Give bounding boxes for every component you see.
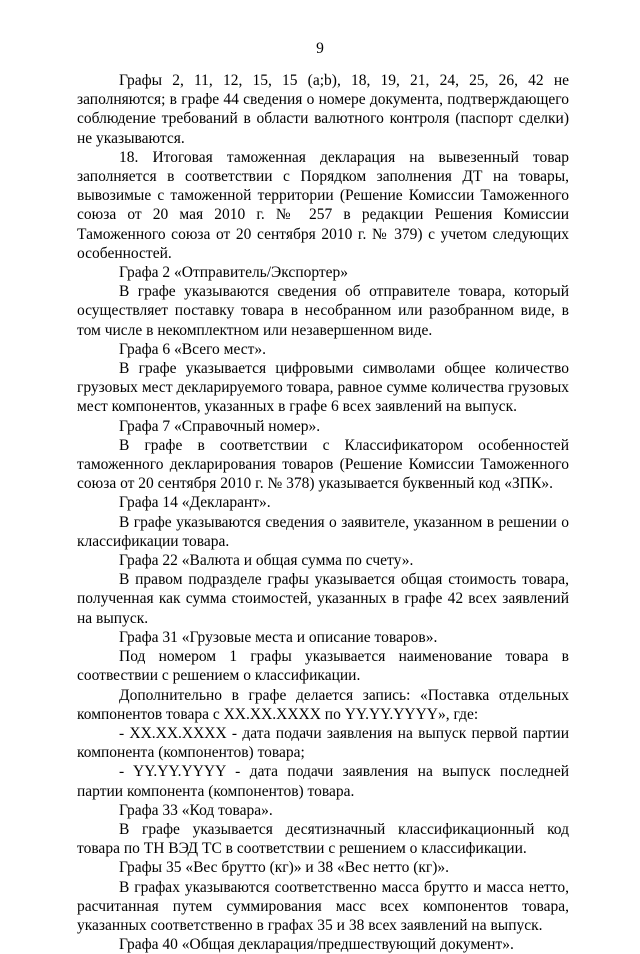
paragraph: - YY.YY.YYYY - дата подачи заявления на выпуск последней партии компонента (компонентов) товара. (77, 763, 569, 800)
paragraph: Графа 22 «Валюта и общая сумма по счету». (119, 552, 414, 570)
paragraph: В графе в соответствии с Классификатором особенностей таможенного декларирования товаров (Решение Комиссии Таможенного союза от 20 сентября 2010 г. № 378) указывается буквенный код «ЗПК». (77, 436, 569, 493)
page-number: 9 (316, 40, 324, 57)
paragraph: В графах указываются соответственно масса брутто и масса нетто, расчитанная путем суммирования масс всех компонентов товара, указанных соответственно в графах 35 и 38 всех заявлений на выпуск. (77, 878, 569, 934)
paragraph: В графе указывается цифровыми символами общее количество грузовых мест декларируемого товара, равное сумме количества грузовых мест компонентов, указанных в графе 6 всех заявлений на выпуск. (77, 360, 569, 416)
paragraph: 18. Итоговая таможенная декларация на вывезенный товар заполняется в соответствии с Порядком заполнения ДТ на товары, вывозимые с таможенной территории (Решение Комиссии Таможенного союза от 20 мая 2010 г. № 257 в редакции Решения Комиссии Таможенного союза от 20 сентября 2010 г. № 379) с учетом следующих особенностей. (77, 148, 569, 262)
paragraph: Под номером 1 графы указывается наименование товара в соотвествии с решением о классификации. (77, 648, 569, 685)
paragraph: - XX.XX.XXXX - дата подачи заявления на выпуск первой партии компонента (компонентов) товара; (77, 724, 569, 762)
paragraph: Графы 2, 11, 12, 15, 15 (a;b), 18, 19, 21, 24, 25, 26, 42 не заполняются; в графе 44 сведения о номере документа, подтверждающего соблюдение требований в области валютного контроля (паспорт сделки) не указываются. (77, 72, 569, 147)
paragraph: В графе указываются сведения о заявителе, указанном в решении о классификации товара. (77, 513, 569, 550)
document-body (77, 71, 569, 954)
paragraph: Графа 31 «Грузовые места и описание товаров». (119, 628, 438, 646)
paragraph: Дополнительно в графе делается запись: «Поставка отдельных компонентов товара с XX.XX.XXXX по YY.YY.YYYY», где: (77, 686, 569, 723)
paragraph: Графа 33 «Код товара». (119, 801, 273, 819)
paragraph: Графа 40 «Общая декларация/предшествующий документ». (119, 936, 514, 954)
paragraph: В правом подразделе графы указывается общая стоимость товара, полученная как сумма стоимостей, указанных в графе 42 всех заявлений на выпуск. (77, 571, 569, 627)
paragraph: В графе указываются сведения об отправителе товара, который осуществляет поставку товара в несобранном или разобранном виде, в том числе в некомплектном или незавершенном виде. (77, 283, 569, 339)
paragraph: Графа 6 «Всего мест». (119, 340, 267, 358)
paragraph: Графа 2 «Отправитель/Экспортер» (119, 264, 349, 282)
paragraph: Графа 14 «Декларант». (119, 494, 271, 512)
paragraph: Графы 35 «Вес брутто (кг)» и 38 «Вес нетто (кг)». (119, 859, 450, 877)
paragraph: Графа 7 «Справочный номер». (119, 417, 321, 435)
paragraph: В графе указывается десятизначный классификационный код товара по ТН ВЭД ТС в соответствии с решением о классификации. (77, 820, 569, 858)
